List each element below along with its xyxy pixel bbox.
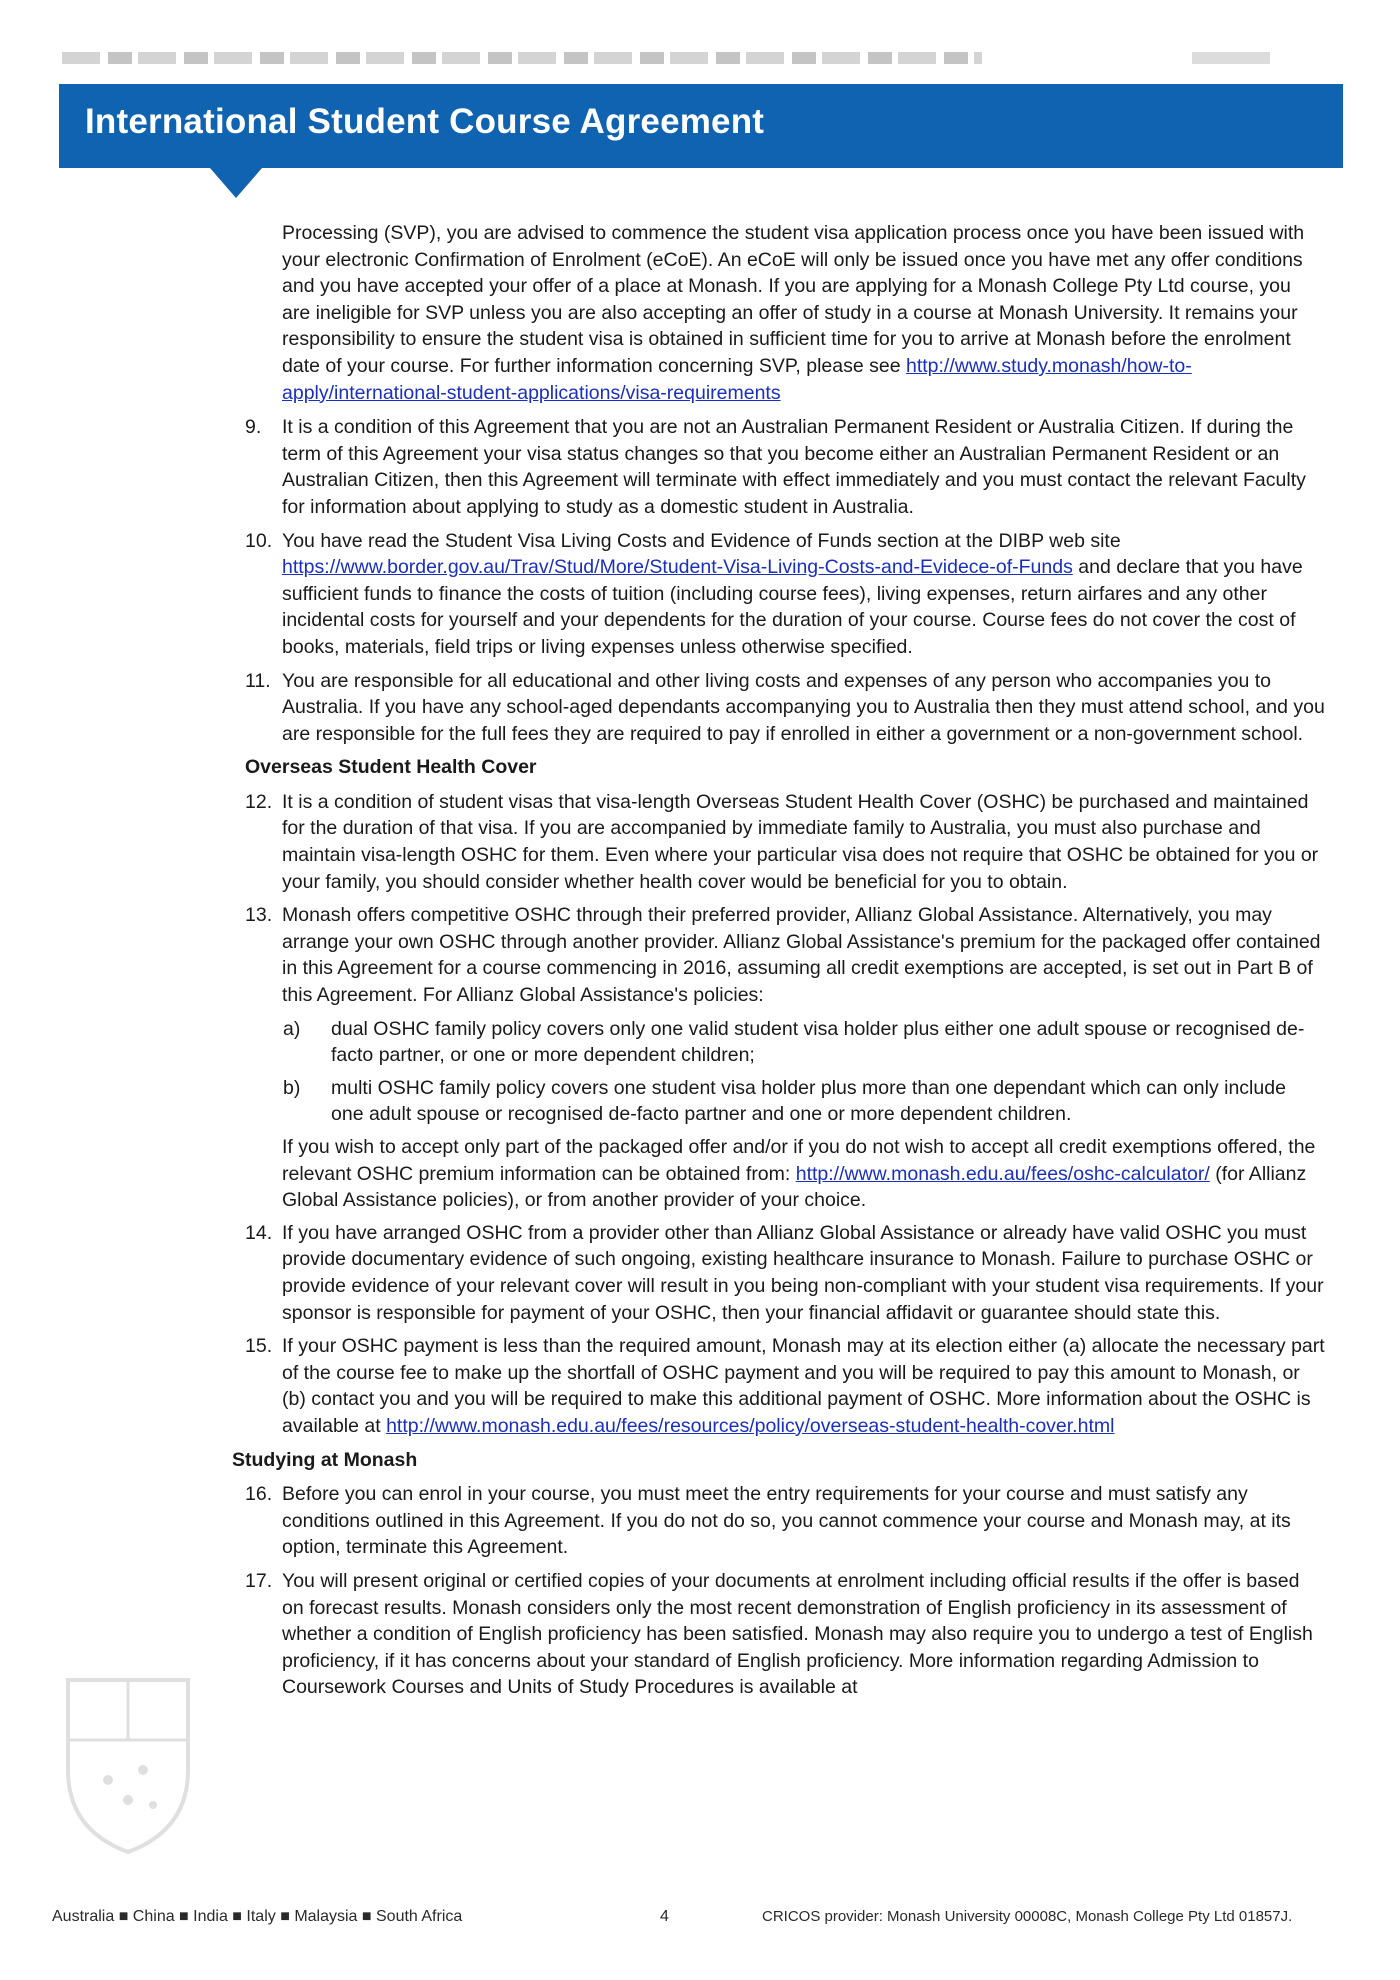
clause-9 (245, 414, 1326, 520)
clause-14 (245, 1220, 1326, 1326)
sub-label: b) (283, 1076, 301, 1099)
section-heading-oshc: Overseas Student Health Cover (245, 756, 537, 779)
page-title: International Student Course Agreement (85, 102, 765, 141)
intro-paragraph: Processing (SVP), you are advised to commence the student visa application process once you have been issued with your electronic Confirmation of Enrolment (eCoE). An eCoE will only be issued once you have met any offer conditions and you have accepted your offer of a place at Monash. If you are applying for a Monash College Pty Ltd course, you are ineligible for SVP unless you are also accepting an offer of study in a course at Monash University. It remains your responsibility to ensure the student visa is obtained in sufficient time for you to arrive at Monash before the enrolment date of your course. For further information concerning SVP, please see http://www.study.monash/how-to-apply/international-student-applications/visa-requirements (282, 222, 1305, 404)
clause-13-sub-b (283, 1075, 1321, 1128)
clause-text: You have read the Student Visa Living Costs and Evidence of Funds section at the DIBP web site (282, 529, 1121, 552)
clause-15 (245, 1333, 1326, 1439)
header-blurred-line-right (1192, 52, 1270, 64)
footer-cricos: CRICOS provider: Monash University 00008C, Monash College Pty Ltd 01857J. (762, 1908, 1293, 1925)
clause-11 (245, 668, 1326, 748)
clause-text: You will present original or certified copies of your documents at enrolment including official results if the offer is based on forecast results. Monash considers only the most recent demonstration of English proficiency in its assessment of whether a condition of English proficiency has been satisfied. Monash may also require you to undergo a test of English proficiency, if it has concerns about your standard of English proficiency. More information regarding Admission to Coursework Courses and Units of Study Procedures is available at (282, 1569, 1313, 1699)
university-crest-watermark (48, 1660, 208, 1860)
clause-number: 10. (245, 529, 273, 552)
header-blurred-line (62, 52, 982, 64)
clause-number: 16. (245, 1483, 273, 1506)
clause-text: Monash offers competitive OSHC through their preferred provider, Allianz Global Assistance. Alternatively, you may arrange your own OSHC through another provider. Allianz Global Assistance's premium for the packaged offer contained in this Agreement for a course commencing in 2016, assuming all credit exemptions are accepted, is set out in Part B of this Agreement. For Allianz Global Assistance's policies: (282, 904, 1321, 1007)
sub-text: multi OSHC family policy covers one student visa holder plus more than one dependant which can only include one adult spouse or recognised de-facto partner and one or more dependent children. (331, 1076, 1286, 1126)
banner-notch (210, 168, 262, 198)
title-banner (59, 84, 1343, 168)
sub-text: dual OSHC family policy covers only one valid student visa holder plus either one adult spouse or recognised de-facto partner, or one or more dependent children; (331, 1017, 1305, 1067)
clause-number: 11. (245, 669, 271, 692)
page-footer (0, 1908, 1400, 1932)
clause-number: 12. (245, 790, 273, 813)
clause-text: Before you can enrol in your course, you must meet the entry requirements for your course and must satisfy any conditions outlined in this Agreement. If you do not do so, you cannot commence your course and Monash may, at its option, terminate this Agreement. (282, 1483, 1291, 1559)
footer-countries: Australia ■ China ■ India ■ Italy ■ Malaysia ■ South Africa (52, 1908, 463, 1925)
document-body (0, 220, 1400, 1708)
page-number: 4 (660, 1908, 669, 1925)
clause-17 (245, 1568, 1326, 1701)
svp-link[interactable]: http://www.study.monash/how-to-apply/international-student-applications/visa-requirements (282, 354, 1192, 404)
clause-text: If you have arranged OSHC from a provider other than Allianz Global Assistance or already have valid OSHC you must provide documentary evidence of such ongoing, existing healthcare insurance to Monash. Failure to purchase OSHC or provide evidence of your relevant cover will result in you being non-compliant with your student visa requirements. If your sponsor is responsible for payment of your OSHC, then your financial affidavit or guarantee should state this. (282, 1221, 1324, 1324)
clause-text: You are responsible for all educational and other living costs and expenses of any person who accompanies you to Australia. If you have any school-aged dependants accompanying you to Australia then they must attend school, and you are responsible for the full fees they are required to pay if enrolled in either a government or a non-government school. (282, 669, 1325, 745)
clause-number: 13. (245, 904, 273, 927)
clause-text: and declare that you have sufficient funds to finance the costs of tuition (including course fees), living expenses, return airfares and any other incidental costs for yourself and your dependents for the duration of your course. Course fees do not cover the cost of books, materials, field trips or living expenses unless otherwise specified. (282, 556, 1303, 658)
clause-number: 9. (245, 416, 262, 439)
clause-text: It is a condition of this Agreement that you are not an Australian Permanent Resident or Australia Citizen. If during the term of this Agreement your visa status changes so that you become either an Australian Permanent Resident or an Australian Citizen, then this Agreement will terminate with effect immediately and you must contact the relevant Faculty for information about applying to study as a domestic student in Australia. (282, 416, 1306, 518)
clause-13-continuation: If you wish to accept only part of the packaged offer and/or if you do not wish to accept all credit exemptions offered, the relevant OSHC premium information can be obtained from: http://www.monash.edu.au/fees/oshc-calculator/ (for Allianz Global Assistance policies), or from another provider of your choice. (282, 1136, 1316, 1212)
clause-10 (245, 528, 1326, 661)
section-heading-studying: Studying at Monash (232, 1448, 418, 1471)
clause-12 (245, 789, 1326, 895)
clause-16 (245, 1481, 1326, 1561)
dibp-link[interactable]: https://www.border.gov.au/Trav/Stud/More/Student-Visa-Living-Costs-and-Evidece-of-Funds (282, 556, 1073, 579)
sub-label: a) (283, 1017, 301, 1040)
clause-13 (245, 902, 1326, 1008)
clause-number: 14. (245, 1221, 273, 1244)
clause-text: It is a condition of student visas that visa-length Overseas Student Health Cover (OSHC) be purchased and maintained for the duration of that visa. If you are accompanied by immediate family to Australia, you must also purchase and maintain visa-length OSHC for them. Even where your particular visa does not require that OSHC be obtained for you or your family, you should consider whether health cover would be beneficial for you to obtain. (282, 790, 1319, 893)
clause-number: 17. (245, 1569, 273, 1592)
clause-13-sub-a (283, 1016, 1321, 1069)
clause-text: If your OSHC payment is less than the required amount, Monash may at its election either (a) allocate the necessary part of the course fee to make up the shortfall of OSHC payment and you will be required to pay this amount to Monash, or (b) contact you and you will be required to make this additional payment of OSHC. More information about the OSHC is available at (282, 1335, 1325, 1437)
clause-number: 15. (245, 1335, 273, 1358)
oshc-calculator-link[interactable]: http://www.monash.edu.au/fees/oshc-calculator/ (795, 1162, 1210, 1185)
oshc-info-link[interactable]: http://www.monash.edu.au/fees/resources/policy/overseas-student-health-cover.html (386, 1414, 1115, 1437)
